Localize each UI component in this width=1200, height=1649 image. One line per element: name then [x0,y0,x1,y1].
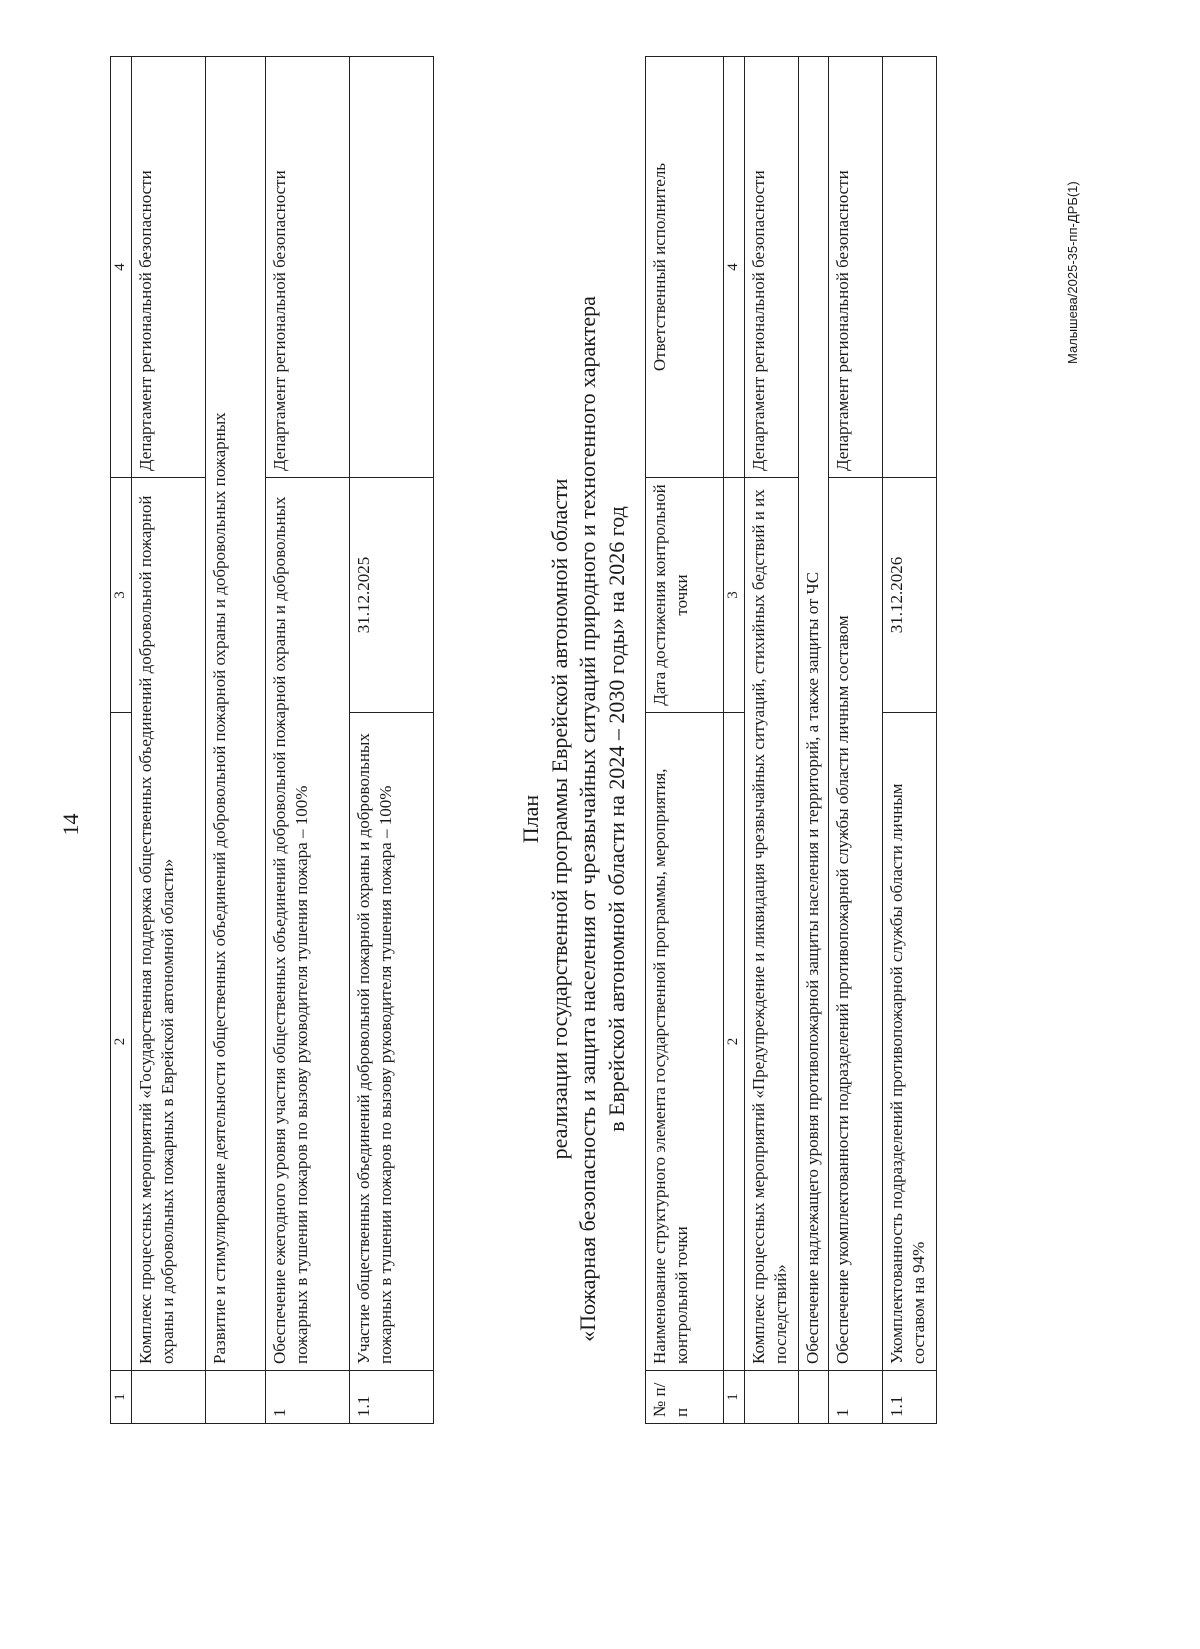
plan-subtitle-3: в Еврейской автономной области на 2024 – 2030 годы» на 2026 год [603,506,629,1132]
table-row [131,57,205,1424]
cell-executor: Департамент региональной безопасности [744,57,798,478]
cell-task: Развитие и стимулирование деятельности общественных объединений добровольной пожарной охраны и добровольных пожарных [205,57,265,1371]
cell-num: 1 [265,1371,349,1424]
table-row [828,57,882,1424]
cell-num: 1 [828,1371,882,1424]
header-num: № п/п [646,1371,724,1424]
cell-num [744,1371,798,1424]
table-row [111,57,132,1424]
col-num-2: 2 [111,713,132,1371]
plan-title: План [518,794,543,844]
col-num-2: 2 [724,713,745,1371]
table-row [349,57,433,1424]
page-number: 14 [58,813,83,836]
plan-heading [517,129,631,1509]
col-num-4: 4 [111,57,132,478]
cell-num [131,1371,205,1424]
cell-name: Укомплектованность подразделений противопожарной службы области личным составом на 94% [882,713,936,1371]
table-plan-2026 [645,56,937,1424]
cell-executor [882,57,936,478]
cell-complex-name: Комплекс процессных мероприятий «Государственная поддержка общественных объединений добровольной пожарной охраны и добровольных пожарных в Еврейской автономной области» [131,478,205,1371]
col-num-1: 1 [111,1371,132,1424]
cell-executor [349,57,433,478]
table-row [744,57,798,1424]
cell-name: Участие общественных объединений добровольной пожарной охраны и добровольных пожарных в тушении пожаров по вызову руководителя тушения пожара – 100% [349,713,433,1371]
col-num-1: 1 [724,1371,745,1424]
table-row [724,57,745,1424]
col-num-4: 4 [724,57,745,478]
cell-num [798,1371,828,1424]
table-plan-2025 [110,56,434,1424]
header-date: Дата достижения контрольной точки [646,478,724,713]
cell-date: 31.12.2026 [882,478,936,713]
cell-executor: Департамент региональной безопасности [265,57,349,478]
header-name: Наименование структурного элемента государственной программы, мероприятия, контрольной точки [646,713,724,1371]
col-num-3: 3 [724,478,745,713]
plan-subtitle-2: «Пожарная безопасность и защита населения от чрезвычайных ситуаций природного и техногенного характера [575,296,601,1342]
cell-name: Обеспечение ежегодного уровня участия общественных объединений добровольной пожарной охраны и добровольных пожарных в тушении пожаров по вызову руководителя тушения пожара – 100% [265,478,349,1371]
header-executor: Ответственный исполнитель [646,57,724,478]
plan-subtitle-1: реализации государственной программы Еврейской автономной области [546,478,572,1160]
cell-executor: Департамент региональной безопасности [131,57,205,478]
cell-date: 31.12.2025 [349,478,433,713]
cell-name: Обеспечение укомплектованности подразделений противопожарной службы области личным составом [828,478,882,1371]
cell-num: 1.1 [349,1371,433,1424]
table-header-row [646,57,724,1424]
cell-num [205,1371,265,1424]
table-row [798,57,828,1424]
table-row [882,57,936,1424]
cell-num: 1.1 [882,1371,936,1424]
col-num-3: 3 [111,478,132,713]
cell-complex-name: Комплекс процессных мероприятий «Предупреждение и ликвидация чрезвычайных ситуаций, стихийных бедствий и их последствий» [744,478,798,1371]
cell-task: Обеспечение надлежащего уровня противопожарной защиты населения и территорий, а также защиты от ЧС [798,57,828,1371]
table-row [205,57,265,1424]
table-row [265,57,349,1424]
cell-executor: Департамент региональной безопасности [828,57,882,478]
document-code: Малышева/2025-35-пп-ДРБ(1) [1065,181,1080,364]
